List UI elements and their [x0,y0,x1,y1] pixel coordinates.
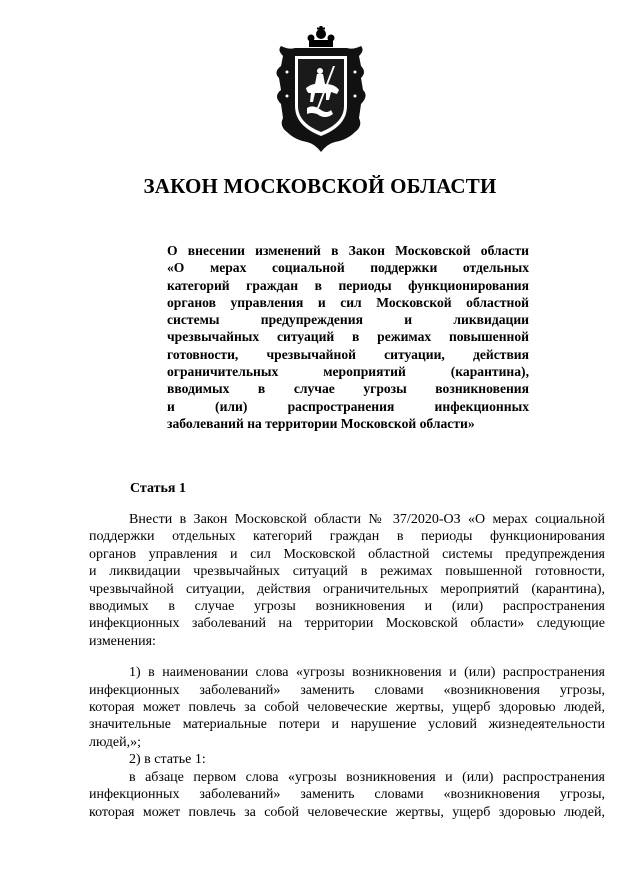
text-line: людей,»; [89,734,141,750]
text-line: поддержки отдельных категорий граждан в периоды функционирования [89,529,605,545]
subtitle-line: «О мерах социальной поддержки отдельных [167,260,529,276]
text-line: значительные материальные потери и нарушение условий жизнедеятельности [89,717,605,733]
text-line: изменения: [89,633,156,649]
text-line: которая может повлечь за собой человеческие жертвы, ущерб здоровью людей, [89,804,605,820]
subtitle-line: органов управления и сил Московской областной [167,294,529,310]
paragraph-3 [89,751,605,768]
subtitle-line: О внесении изменений в Закон Московской области [167,243,529,258]
subtitle-line: готовности, чрезвычайной ситуации, действия [167,346,529,362]
text-line: инфекционных заболеваний» заменить словами «возникновения угрозы, [89,787,605,803]
document-title: ЗАКОН МОСКОВСКОЙ ОБЛАСТИ [143,174,497,198]
paragraph-2 [89,664,605,751]
text-line: в абзаце первом слова «угрозы возникновения и (или) распространения [129,769,605,785]
subtitle-line: заболеваний на территории Московской области» [167,415,475,431]
text-line: инфекционных заболеваний на территории Московской области» следующие [89,616,605,632]
subtitle-line: категорий граждан в периоды функционирования [167,277,529,293]
text-line: и ликвидации чрезвычайных ситуаций в режимах повышенной готовности, [89,564,605,580]
text-line: чрезвычайной ситуации, действия ограничительных мероприятий (карантина), [89,581,605,597]
subtitle-line: чрезвычайных ситуаций в режимах повышенной [167,329,529,345]
article-heading: Статья 1 [130,481,186,496]
text-line: которая может повлечь за собой человеческие жертвы, ущерб здоровью людей, [89,700,605,716]
article-body [89,511,605,821]
subtitle-line: системы предупреждения и ликвидации [167,312,529,328]
paragraph-1 [89,511,605,650]
text-line: вводимых в случае угрозы возникновения и (или) распространения [89,599,605,615]
text-line: 2) в статье 1: [129,752,206,768]
law-subtitle [167,242,529,432]
subtitle-line: вводимых в случае угрозы возникновения [167,381,529,397]
paragraph-4 [89,769,605,821]
text-line: 1) в наименовании слова «угрозы возникновения и (или) распространения [129,665,605,681]
text-line: органов управления и сил Московской областной системы предупреждения [89,546,605,562]
subtitle-line: ограничительных мероприятий (карантина), [167,364,529,380]
subtitle-line: и (или) распространения инфекционных [167,398,529,414]
moscow-oblast-coat-of-arms-icon [273,26,369,160]
text-line: Внести в Закон Московской области № 37/2020-ОЗ «О мерах социальной [129,512,605,527]
text-line: инфекционных заболеваний» заменить словами «возникновения угрозы, [89,682,605,698]
